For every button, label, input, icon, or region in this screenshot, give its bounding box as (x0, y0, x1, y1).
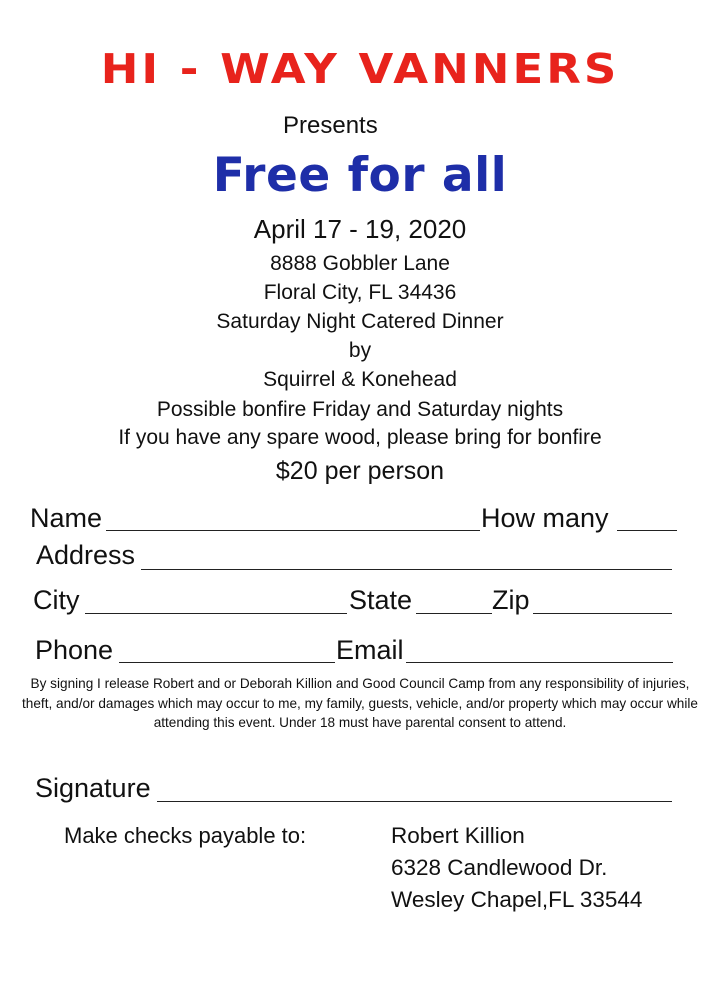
address-field[interactable] (141, 569, 672, 570)
how-many-field[interactable] (617, 530, 677, 531)
wood-request: If you have any spare wood, please bring for bonfire (118, 426, 602, 449)
email-field[interactable] (406, 662, 673, 663)
payee-street: 6328 Candlewood Dr. (391, 855, 608, 880)
address-label: Address (36, 540, 136, 570)
payable-label: Make checks payable to: (64, 823, 307, 848)
waiver-text: By signing I release Robert and or Deborah Killion and Good Council Camp from any responsibility of injuries, theft, and/or damages which may occur to me, my family, guests, vehicle, and/or property which may occur while attending this event. Under 18 must have parental consent to attend. (22, 676, 698, 730)
state-field[interactable] (416, 613, 492, 614)
signature-label: Signature (35, 773, 151, 803)
event-dates: April 17 - 19, 2020 (253, 214, 467, 244)
name-label: Name (30, 503, 103, 533)
email-label: Email (336, 635, 404, 665)
zip-field[interactable] (533, 613, 672, 614)
event-title: Free for all (212, 148, 508, 203)
payee-city: Wesley Chapel,FL 33544 (391, 887, 643, 912)
payee-name: Robert Killion (391, 823, 525, 848)
zip-label: Zip (492, 585, 530, 615)
caterers: Squirrel & Konehead (263, 368, 457, 391)
phone-label: Phone (35, 635, 114, 665)
event-address: 8888 Gobbler Lane (270, 252, 450, 275)
city-label: City (33, 585, 80, 615)
presents-text: Presents (283, 112, 378, 139)
state-label: State (349, 585, 413, 615)
phone-field[interactable] (119, 662, 335, 663)
name-field[interactable] (106, 530, 480, 531)
dinner-info: Saturday Night Catered Dinner (216, 310, 504, 333)
signature-field[interactable] (157, 801, 672, 802)
how-many-label: How many (481, 503, 609, 533)
price: $20 per person (275, 457, 445, 485)
city-field[interactable] (85, 613, 347, 614)
by-text: by (348, 339, 372, 362)
bonfire-info: Possible bonfire Friday and Saturday nights (156, 398, 564, 421)
club-name: HI - WAY VANNERS (100, 44, 620, 93)
event-city: Floral City, FL 34436 (263, 281, 457, 304)
